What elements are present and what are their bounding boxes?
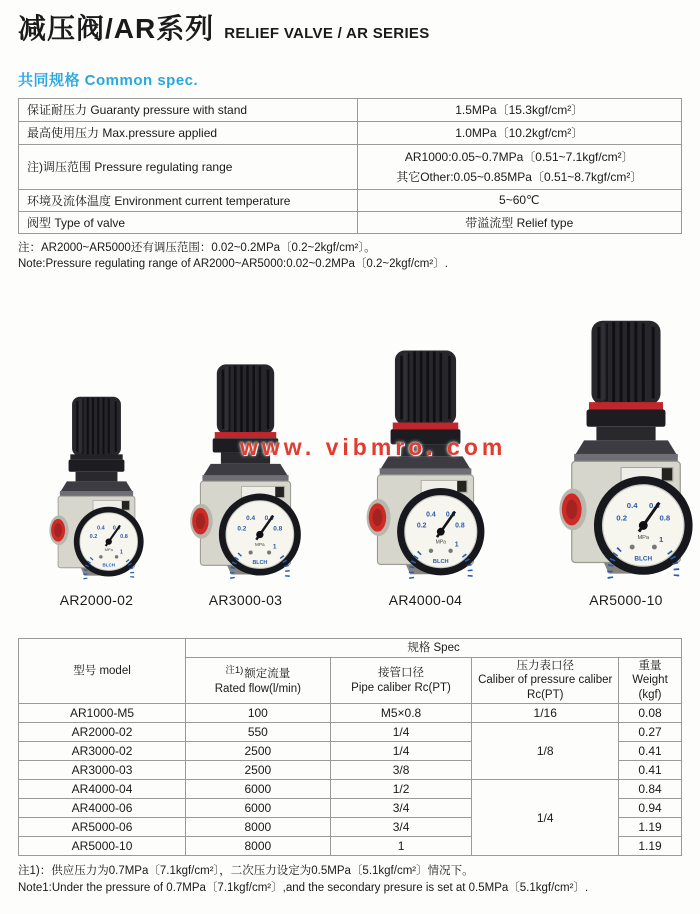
flow-header-note: 注1)	[225, 665, 244, 677]
table-row	[19, 211, 682, 233]
spec-table	[18, 638, 682, 856]
spec-group-header: 规格 Spec	[186, 638, 682, 657]
weight-cell: 0.41	[618, 742, 681, 761]
weight-header-unit: (kgf)	[638, 688, 662, 701]
model-cell: AR5000-10	[19, 837, 186, 856]
pipe-header-zh: 接管口径	[378, 667, 425, 680]
footnote-line-zh: 注1)：供应压力为0.7MPa〔7.1kgf/cm²〕，二次压力设定为0.5MPa〔5.1kgf/cm²〕情况下。	[18, 865, 474, 878]
weight-cell: 0.41	[618, 761, 681, 780]
spec-value-line: AR1000:0.05~0.7MPa〔0.51~7.1kgf/cm²〕	[404, 149, 634, 164]
pipe-cell: 1/2	[330, 780, 472, 799]
common-spec-section-label: 共同规格 Common spec.	[18, 71, 199, 89]
regulator-photo-ar5000	[552, 318, 700, 580]
regulator-photo-ar2000	[44, 395, 149, 580]
note-line-en: Note:Pressure regulating range of AR2000~AR5000:0.02~0.2MPa〔0.2~2kgf/cm²〕.	[18, 257, 448, 270]
pipe-cell: 3/4	[330, 818, 472, 837]
table-row	[19, 98, 682, 121]
flow-header-en: Rated flow(l/min)	[214, 682, 301, 695]
product-label: AR4000-04	[388, 591, 463, 608]
pipe-cell: 1/4	[330, 723, 472, 742]
pipe-cell: 1	[330, 837, 472, 856]
model-cell: AR3000-02	[19, 742, 186, 761]
spec-value-cell: 5~60℃	[357, 189, 681, 211]
flow-cell: 2500	[186, 742, 331, 761]
model-cell: AR4000-04	[19, 780, 186, 799]
common-spec-note	[18, 240, 682, 272]
spec-value-line: 其它Other:0.05~0.85MPa〔0.51~8.7kgf/cm²〕	[396, 169, 643, 184]
flow-cell: 8000	[186, 818, 331, 837]
page-title	[18, 14, 682, 45]
spec-value-cell: 1.5MPa〔15.3kgf/cm²〕	[357, 98, 681, 121]
table-row	[19, 144, 682, 189]
spec-value-cell: 1.0MPa〔10.2kgf/cm²〕	[357, 121, 681, 144]
regulator-photo-ar3000	[184, 362, 307, 580]
weight-header-en: Weight	[632, 674, 668, 687]
spec-value-cell: 带溢流型 Relief type	[357, 211, 681, 233]
flow-cell: 6000	[186, 780, 331, 799]
product-label: AR2000-02	[59, 591, 134, 608]
table-row	[19, 723, 682, 742]
pipe-cell: 3/4	[330, 799, 472, 818]
page-title-zh: 减压阀/AR系列	[18, 13, 215, 44]
table-row	[19, 121, 682, 144]
footnote-line-en: Note1:Under the pressure of 0.7MPa〔7.1kgf/cm²〕,and the secondary presure is set at 0.5MPa〔5.1kgf/cm²〕.	[18, 881, 589, 894]
regulator-photo-ar4000	[360, 348, 491, 580]
weight-cell: 0.08	[618, 704, 681, 723]
model-cell: AR3000-03	[19, 761, 186, 780]
weight-cell: 1.19	[618, 818, 681, 837]
common-spec-table	[18, 98, 682, 234]
gauge-caliber-cell: 1/16	[472, 704, 619, 723]
pipe-cell: 3/8	[330, 761, 472, 780]
product-ar3000	[184, 362, 307, 608]
spec-label-cell: 阀型 Type of valve	[19, 211, 358, 233]
pipe-column-header	[330, 657, 472, 703]
weight-cell: 1.19	[618, 837, 681, 856]
gauge-caliber-cell: 1/4	[472, 780, 619, 856]
product-ar5000	[552, 318, 700, 608]
model-cell: AR1000-M5	[19, 704, 186, 723]
product-gallery	[18, 276, 682, 608]
product-label: AR3000-03	[208, 591, 283, 608]
pipe-cell: M5×0.8	[330, 704, 472, 723]
gauge-column-header	[472, 657, 619, 703]
weight-column-header	[618, 657, 681, 703]
spec-label-cell: 最高使用压力 Max.pressure applied	[19, 121, 358, 144]
product-ar2000	[44, 395, 149, 608]
table-row	[19, 189, 682, 211]
weight-cell: 0.27	[618, 723, 681, 742]
spec-value-cell	[357, 144, 681, 189]
weight-cell: 0.84	[618, 780, 681, 799]
spec-label-cell: 注)调压范围 Pressure regulating range	[19, 144, 358, 189]
model-column-header: 型号 model	[19, 638, 186, 703]
spec-table-footnote	[18, 863, 682, 896]
flow-column-header	[186, 657, 331, 703]
gauge-header-en: Caliber of pressure caliber Rc(PT)	[478, 674, 613, 701]
model-cell: AR2000-02	[19, 723, 186, 742]
spec-label-cell: 保证耐压力 Guaranty pressure with stand	[19, 98, 358, 121]
table-row	[19, 780, 682, 799]
flow-cell: 550	[186, 723, 331, 742]
gauge-caliber-cell: 1/8	[472, 723, 619, 780]
page-title-en: RELIEF VALVE / AR SERIES	[224, 24, 430, 42]
product-ar4000	[360, 348, 491, 608]
gauge-header-zh: 压力表口径	[516, 659, 574, 672]
flow-header-zh: 额定流量	[244, 668, 291, 681]
pipe-header-en: Pipe caliber Rc(PT)	[351, 681, 451, 694]
flow-cell: 2500	[186, 761, 331, 780]
flow-cell: 6000	[186, 799, 331, 818]
spec-label-cell: 环境及流体温度 Environment current temperature	[19, 189, 358, 211]
pipe-cell: 1/4	[330, 742, 472, 761]
table-header-row	[19, 638, 682, 657]
flow-cell: 8000	[186, 837, 331, 856]
model-cell: AR5000-06	[19, 818, 186, 837]
weight-header-zh: 重量	[638, 659, 662, 672]
note-line-zh: 注：AR2000~AR5000还有调压范围：0.02~0.2MPa〔0.2~2kgf/cm²〕。	[18, 241, 376, 254]
weight-cell: 0.94	[618, 799, 681, 818]
table-row	[19, 704, 682, 723]
watermark-text: www. vibmro. com	[240, 433, 507, 460]
model-cell: AR4000-06	[19, 799, 186, 818]
product-label: AR5000-10	[589, 591, 663, 608]
flow-cell: 100	[186, 704, 331, 723]
